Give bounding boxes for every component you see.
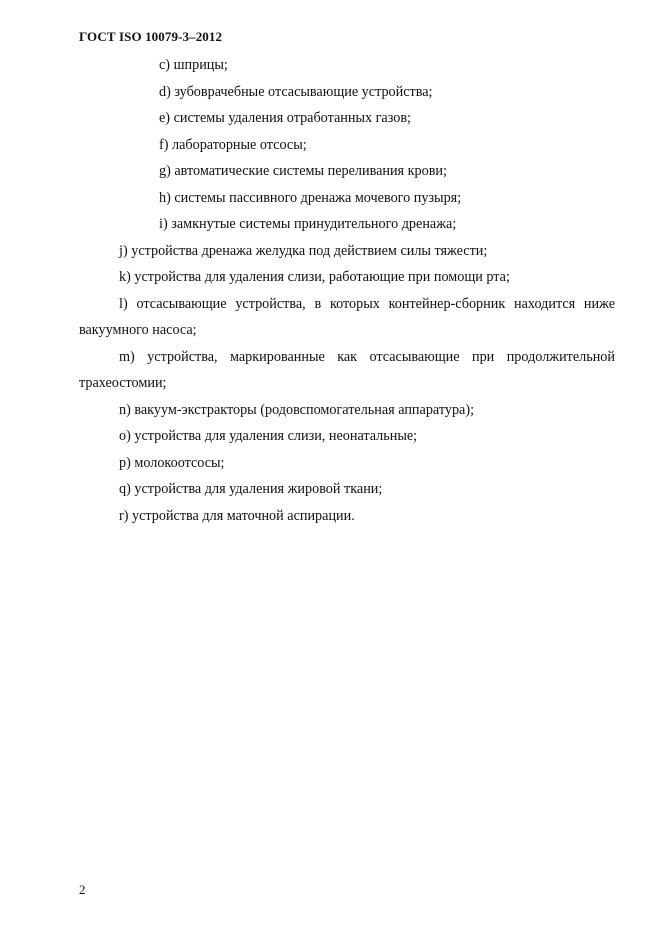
list-item-marker: p): [119, 454, 131, 471]
list-item-marker: k): [119, 269, 131, 285]
list-item-text: зубоврачебные отсасывающие устройства;: [174, 83, 433, 100]
list-item-text: системы удаления отработанных газов;: [173, 110, 411, 126]
list-item-text: устройства для удаления слизи, неонатальные;: [134, 428, 418, 444]
list-item: [79, 105, 615, 132]
list-item: [79, 238, 615, 265]
list-item-text: шприцы;: [173, 57, 228, 73]
list-item-marker: o): [119, 428, 131, 444]
list-item-text: молокоотсосы;: [134, 454, 225, 471]
list-item-marker: e): [159, 110, 171, 126]
list-item-text: замкнутые системы принудительного дренажа;: [171, 216, 457, 232]
list-item-marker: j): [119, 242, 128, 259]
list-item-marker: q): [119, 481, 131, 497]
list-item-marker: n): [119, 401, 131, 418]
list-item-marker: m): [119, 348, 135, 365]
list-item-text: устройства для удаления жировой ткани;: [134, 481, 383, 497]
list-item-text: лабораторные отсосы;: [172, 136, 307, 153]
list-item-marker: i): [159, 216, 168, 232]
list-item: [79, 132, 615, 159]
list-item-marker: d): [159, 83, 171, 100]
list-item-marker: r): [119, 507, 129, 524]
document-header: ГОСТ ISO 10079-3–2012: [79, 29, 223, 44]
list-item: [79, 476, 615, 503]
list-item-marker: g): [159, 163, 171, 179]
list-item: [79, 185, 615, 212]
list-item-text: устройства для удаления слизи, работающие при помощи рта;: [134, 269, 510, 285]
list-item-marker: c): [159, 57, 171, 73]
list-item: [79, 79, 615, 106]
list-item: [79, 423, 615, 450]
list-item: [79, 344, 615, 397]
list-item-text: устройства, маркированные как отсасывающие при продолжительной трахеостомии;: [79, 348, 615, 391]
enumerated-list: [79, 52, 615, 529]
list-item-text: устройства для маточной аспирации.: [132, 507, 355, 524]
list-item: [79, 158, 615, 185]
list-item: [79, 291, 615, 344]
list-item-marker: h): [159, 189, 171, 206]
list-item: [79, 264, 615, 291]
list-item: [79, 397, 615, 424]
list-item-text: отсасывающие устройства, в которых контейнер-сборник находится ниже вакуумного насоса;: [79, 295, 616, 338]
list-item: [79, 503, 615, 530]
list-item: [79, 211, 615, 238]
list-item-text: вакуум-экстракторы (родовспомогательная аппаратура);: [134, 401, 475, 418]
page-number: 2: [79, 882, 86, 897]
list-item-marker: f): [159, 136, 169, 153]
list-item-text: системы пассивного дренажа мочевого пузыря;: [174, 189, 462, 206]
list-item: [79, 450, 615, 477]
list-item: [79, 52, 615, 79]
list-item-marker: l): [119, 295, 128, 312]
list-item-text: устройства дренажа желудка под действием силы тяжести;: [131, 242, 488, 259]
list-item-text: автоматические системы переливания крови;: [174, 163, 447, 179]
